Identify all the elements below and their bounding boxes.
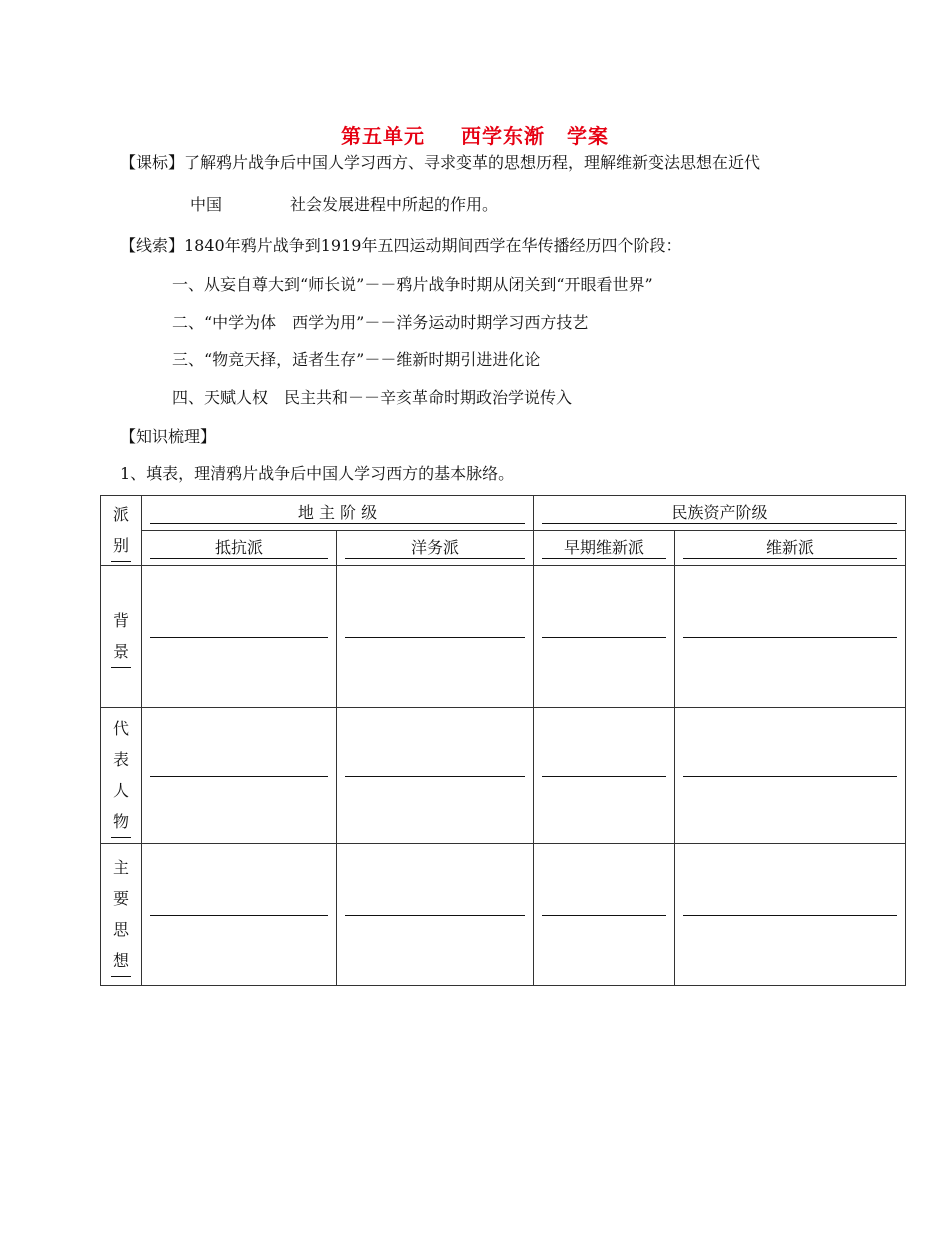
- curriculum-standard-continued: [190, 192, 498, 215]
- curriculum-word-china: 中国: [190, 195, 223, 214]
- row-label-char: 人: [112, 781, 129, 800]
- answer-blank-ideas-resistance[interactable]: [142, 844, 337, 986]
- answer-blank-representatives-early-reform[interactable]: [534, 708, 675, 844]
- row-label-char: 要: [112, 889, 129, 908]
- answer-blank-ideas-westernization[interactable]: [337, 844, 534, 986]
- clue-stage-3: 三、“物竞天择，适者生存”－－维新时期引进进化论: [172, 350, 541, 369]
- corner-header-school: [101, 496, 142, 566]
- group-header-bourgeoisie-label: 民族资产阶级: [542, 503, 897, 524]
- corner-char-1: 派: [112, 505, 129, 524]
- answer-blank-representatives-westernization[interactable]: [337, 708, 534, 844]
- answer-blank-ideas-reform[interactable]: [675, 844, 906, 986]
- curriculum-line2-rest: 社会发展进程中所起的作用。: [290, 195, 499, 214]
- row-label-background: [101, 566, 142, 708]
- row-label-representatives: [101, 708, 142, 844]
- curriculum-standard: 【课标】了解鸦片战争后中国人学习西方、寻求变革的思想历程，理解维新变法思想在近代: [120, 153, 761, 172]
- group-header-bourgeoisie: [534, 496, 906, 531]
- answer-blank-background-reform[interactable]: [675, 566, 906, 708]
- answer-blank-representatives-resistance[interactable]: [142, 708, 337, 844]
- table-row: [101, 566, 906, 708]
- col-header-early-reform: [534, 531, 675, 566]
- table-row: [101, 844, 906, 986]
- answer-blank-background-resistance[interactable]: [142, 566, 337, 708]
- row-label-char: 主: [112, 858, 129, 877]
- title-unit: 第五单元: [341, 124, 425, 148]
- row-label-char: 表: [112, 750, 129, 769]
- row-label-main-ideas: [101, 844, 142, 986]
- row-label-char: 景: [111, 636, 131, 668]
- corner-char-2: 别: [111, 530, 131, 562]
- title-suffix: 学案: [567, 124, 609, 148]
- row-label-char: 代: [112, 719, 129, 738]
- col-header-resistance: [142, 531, 337, 566]
- clue-stage-1: 一、从妄自尊大到“师长说”－－鸦片战争时期从闭关到“开眼看世界”: [172, 275, 653, 294]
- row-label-char: 物: [111, 806, 131, 838]
- knowledge-heading: 【知识梳理】: [120, 427, 217, 446]
- group-header-landlord-label: 地 主 阶 级: [150, 503, 525, 524]
- col-header-early-reform-label: 早期维新派: [542, 538, 666, 559]
- col-header-reform-label: 维新派: [683, 538, 897, 559]
- row-label-char: 思: [112, 920, 129, 939]
- answer-blank-background-westernization[interactable]: [337, 566, 534, 708]
- table-row: [101, 708, 906, 844]
- clue-stage-4: 四、天赋人权 民主共和－－辛亥革命时期政治学说传入: [172, 388, 573, 407]
- clue-intro: 【线索】1840年鸦片战争到1919年五四运动期间西学在华传播经历四个阶段：: [120, 236, 682, 255]
- group-header-landlord-class: [142, 496, 534, 531]
- task-1-instruction: 1、填表，理清鸦片战争后中国人学习西方的基本脉络。: [120, 464, 515, 483]
- answer-blank-background-early-reform[interactable]: [534, 566, 675, 708]
- clue-stage-2: 二、“中学为体 西学为用”－－洋务运动时期学习西方技艺: [172, 313, 589, 332]
- fill-in-table: [100, 495, 906, 986]
- row-label-char: 背: [112, 611, 129, 630]
- answer-blank-ideas-early-reform[interactable]: [534, 844, 675, 986]
- col-header-resistance-label: 抵抗派: [150, 538, 328, 559]
- answer-blank-representatives-reform[interactable]: [675, 708, 906, 844]
- col-header-westernization: [337, 531, 534, 566]
- col-header-westernization-label: 洋务派: [345, 538, 525, 559]
- title-topic: 西学东渐: [461, 124, 545, 148]
- row-label-char: 想: [111, 945, 131, 977]
- col-header-reform: [675, 531, 906, 566]
- page-title: [0, 120, 950, 149]
